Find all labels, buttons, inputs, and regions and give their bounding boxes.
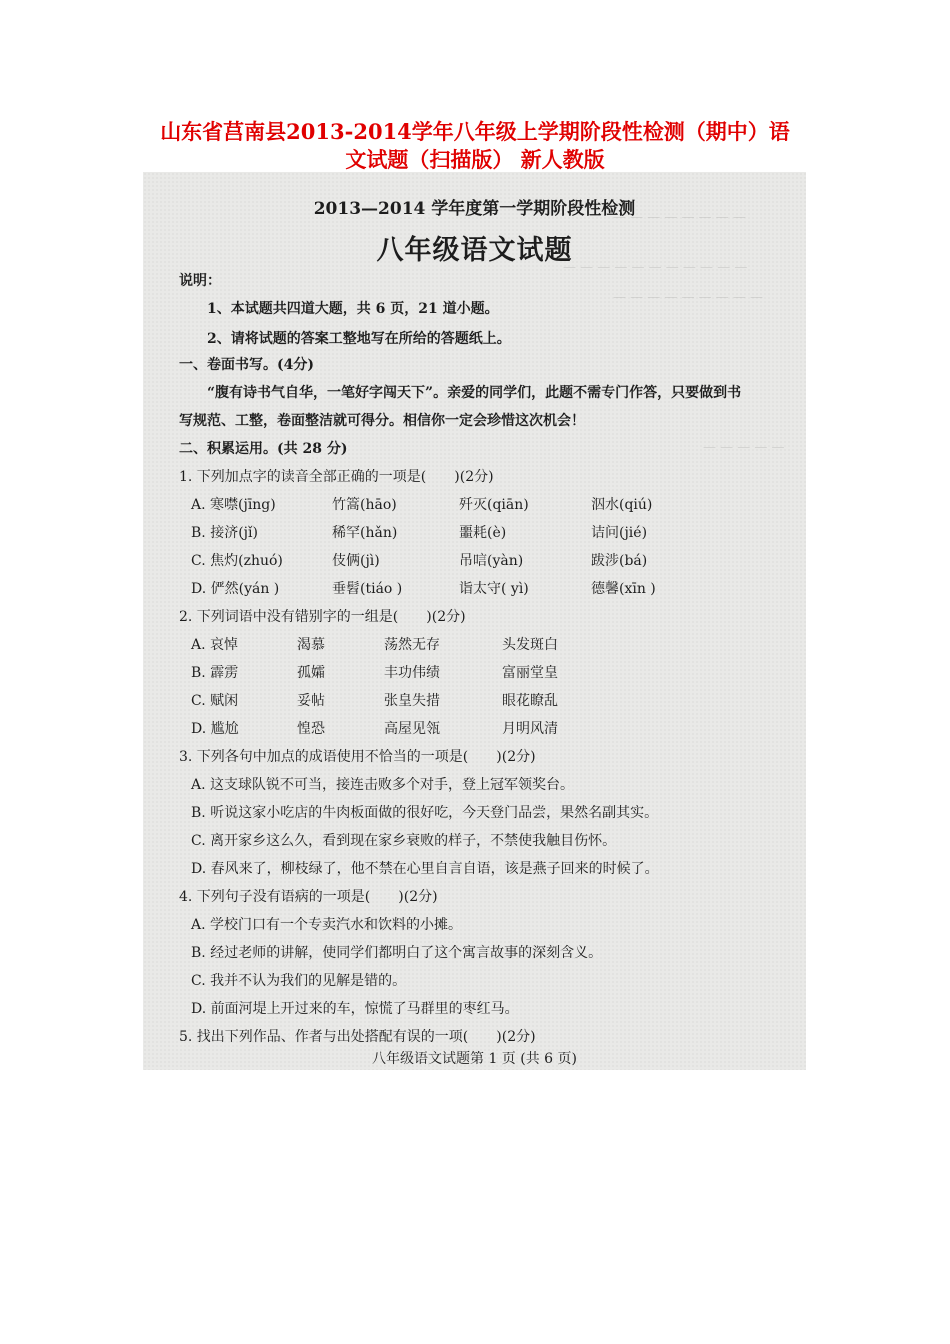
option-item: D. 俨然(yán ) <box>191 581 280 597</box>
page-footer: 八年级语文试题第 1 页 (共 6 页) <box>372 1051 577 1067</box>
bleed-through-mark: — — — — — — — — — — — <box>563 260 748 275</box>
bleed-through-mark: — — — — — — — — <box>613 210 746 225</box>
option-item: 月明风清 <box>502 721 558 737</box>
bleed-through-mark: — — — — — <box>703 440 785 455</box>
option-item: 诣太守( yì) <box>459 581 529 597</box>
option-item: A. 哀悼 <box>191 637 239 653</box>
option-item: 富丽堂皇 <box>502 665 558 681</box>
section-1-title: 一、卷面书写。(4分) <box>179 357 314 373</box>
document-title-line2: 文试题（扫描版） 新人教版 <box>345 147 605 172</box>
note-1: 1、本试题共四道大题，共 6 页，21 道小题。 <box>207 301 499 317</box>
option-item: 眼花瞭乱 <box>502 693 558 709</box>
exam-title: 八年级语文试题 <box>376 235 573 266</box>
option-item: B. 接济(jǐ) <box>191 525 258 541</box>
option-item: 吊唁(yàn) <box>459 553 524 569</box>
option-item: A. 寒噤(jīng) <box>191 497 276 513</box>
option-item: 竹篙(hāo) <box>332 497 397 513</box>
option-item: C. 赋闲 <box>191 693 239 709</box>
document-title <box>140 118 810 174</box>
option-item: 噩耗(è) <box>459 525 507 541</box>
question-3-option-c: C. 离开家乡这么久，看到现在家乡衰败的样子，不禁使我触目伤怀。 <box>191 833 617 849</box>
exam-subtitle: 2013—2014 学年度第一学期阶段性检测 <box>313 199 636 219</box>
option-item: 妥帖 <box>297 693 325 709</box>
option-item: 丰功伟绩 <box>384 665 440 681</box>
question-2: 2. 下列词语中没有错别字的一组是( )(2分) <box>179 609 466 625</box>
question-4-option-d: D. 前面河堤上开过来的车，惊慌了马群里的枣红马。 <box>191 1001 519 1017</box>
notes-label: 说明： <box>179 273 221 289</box>
option-item: D. 尴尬 <box>191 721 239 737</box>
option-item: 泅水(qiú) <box>591 497 653 513</box>
question-4-option-c: C. 我并不认为我们的见解是错的。 <box>191 973 407 989</box>
note-2: 2、请将试题的答案工整地写在所给的答题纸上。 <box>207 331 511 347</box>
option-item: 诘问(jié) <box>591 525 648 541</box>
option-item: 渴慕 <box>297 637 325 653</box>
bleed-through-mark: — — — — — — — — — <box>613 290 764 305</box>
option-item: 孤孀 <box>297 665 325 681</box>
option-item: B. 霹雳 <box>191 665 239 681</box>
document-title-line1: 山东省莒南县2013-2014学年八年级上学期阶段性检测（期中）语 <box>160 119 790 144</box>
section-2-title: 二、积累运用。(共 28 分) <box>179 441 348 457</box>
option-item: 高屋见瓴 <box>384 721 440 737</box>
option-item: 跋涉(bá) <box>591 553 648 569</box>
option-item: 垂髫(tiáo ) <box>332 581 403 597</box>
option-item: C. 焦灼(zhuó) <box>191 553 283 569</box>
option-item: 歼灭(qiān) <box>459 497 529 513</box>
question-4: 4. 下列句子没有语病的一项是( )(2分) <box>179 889 438 905</box>
question-5: 5. 找出下列作品、作者与出处搭配有误的一项( )(2分) <box>179 1029 536 1045</box>
scanned-exam-page <box>143 172 806 1070</box>
question-1: 1. 下列加点字的读音全部正确的一项是( )(2分) <box>179 469 494 485</box>
option-item: 惶恐 <box>297 721 325 737</box>
question-4-option-a: A. 学校门口有一个专卖汽水和饮料的小摊。 <box>191 917 463 933</box>
section-1-line-1: “腹有诗书气自华，一笔好字闯天下”。亲爱的同学们，此题不需专门作答，只要做到书 <box>207 385 742 401</box>
option-item: 张皇失措 <box>384 693 440 709</box>
question-3-option-a: A. 这支球队锐不可当，接连击败多个对手，登上冠军领奖台。 <box>191 777 575 793</box>
question-3-option-b: B. 听说这家小吃店的牛肉板面做的很好吃，今天登门品尝，果然名副其实。 <box>191 805 659 821</box>
option-item: 稀罕(hǎn) <box>332 525 398 541</box>
option-item: 德馨(xīn ) <box>591 581 656 597</box>
option-item: 荡然无存 <box>384 637 440 653</box>
option-item: 头发斑白 <box>502 637 558 653</box>
section-1-line-2: 写规范、工整，卷面整洁就可得分。相信你一定会珍惜这次机会！ <box>179 413 585 429</box>
question-3: 3. 下列各句中加点的成语使用不恰当的一项是( )(2分) <box>179 749 536 765</box>
question-3-option-d: D. 春风来了，柳枝绿了，他不禁在心里自言自语，该是燕子回来的时候了。 <box>191 861 659 877</box>
option-item: 伎俩(jì) <box>332 553 380 569</box>
question-4-option-b: B. 经过老师的讲解，使同学们都明白了这个寓言故事的深刻含义。 <box>191 945 603 961</box>
